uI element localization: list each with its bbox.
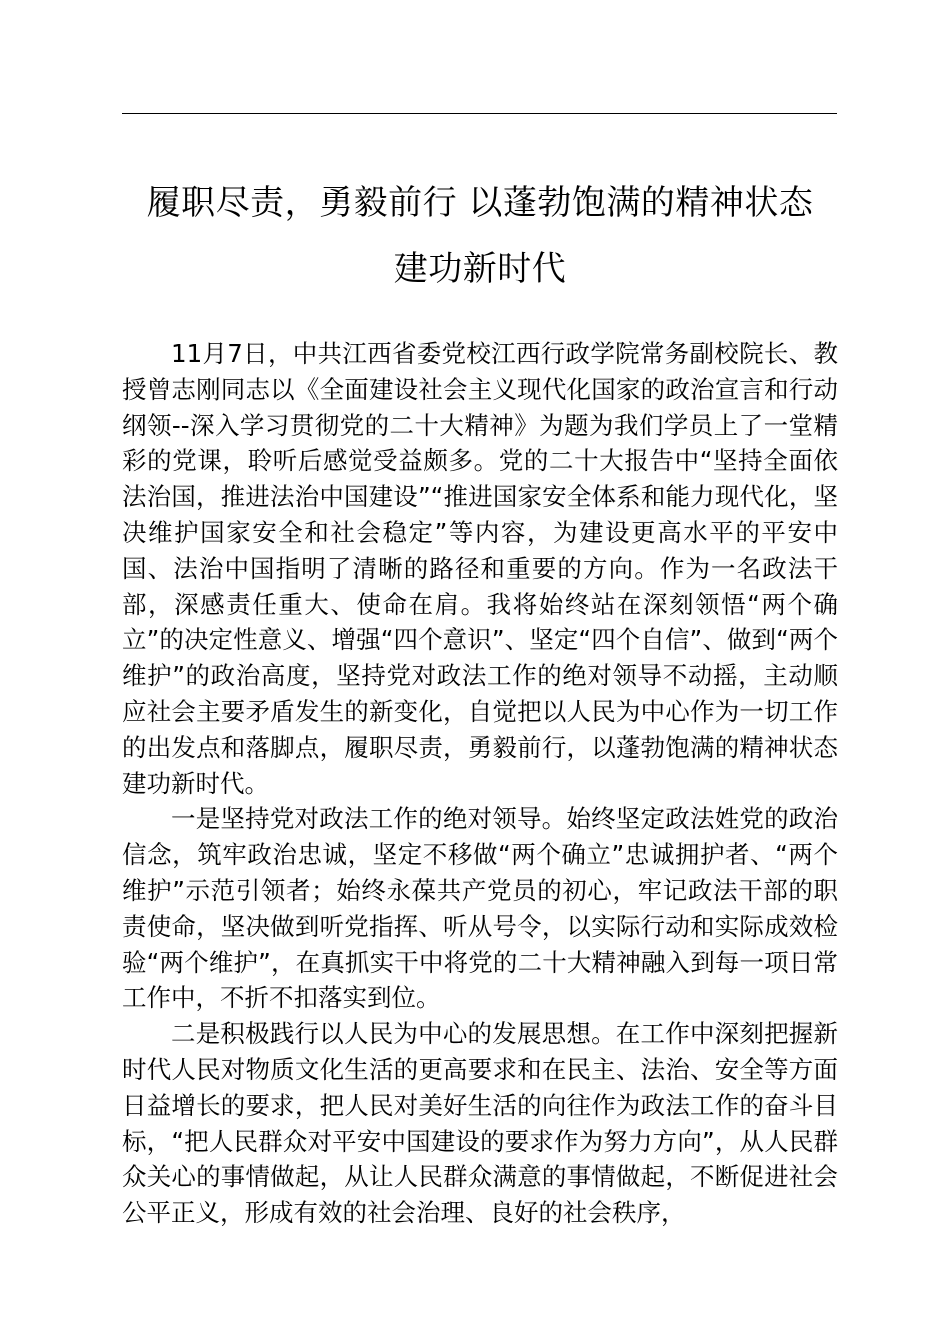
paragraph-point-2: 二是积极践行以人民为中心的发展思想。在工作中深刻把握新时代人民对物质文化生活的更高要求和在民主、法治、安全等方面日益增长的要求，把人民对美好生活的向往作为政法工作的奋斗目标，“把人民群众对平安中国建设的要求作为努力方向”，从人民群众关心的事情做起，从让人民群众满意的事情做起，不断促进社会公平正义，形成有效的社会治理、良好的社会秩序，: [122, 1019, 838, 1228]
title-line-1: 履职尽责，勇毅前行 以蓬勃饱满的精神状态: [146, 183, 814, 223]
document-title: [100, 170, 860, 302]
document-body: [122, 336, 838, 1231]
header-rule: [122, 113, 837, 114]
paragraph-point-1: 一是坚持党对政法工作的绝对领导。始终坚定政法姓党的政治信念，筑牢政治忠诚，坚定不移做“两个确立”忠诚拥护者、“两个维护”示范引领者；始终永葆共产党员的初心，牢记政法干部的职责使命，坚决做到听党指挥、听从号令，以实际行动和实际成效检验“两个维护”，在真抓实干中将党的二十大精神融入到每一项日常工作中，不折不扣落实到位。: [122, 804, 838, 1013]
paragraph-intro: 11月7日，中共江西省委党校江西行政学院常务副校院长、教授曾志刚同志以《全面建设社会主义现代化国家的政治宣言和行动纲领--深入学习贯彻党的二十大精神》为题为我们学员上了一堂精彩的党课，聆听后感觉受益颇多。党的二十大报告中“坚持全面依法治国，推进法治中国建设”“推进国家安全体系和能力现代化，坚决维护国家安全和社会稳定”等内容，为建设更高水平的平安中国、法治中国指明了清晰的路径和重要的方向。作为一名政法干部，深感责任重大、使命在肩。我将始终站在深刻领悟“两个确立”的决定性意义、增强“四个意识”、坚定“四个自信”、做到“两个维护”的政治高度，坚持党对政法工作的绝对领导不动摇，主动顺应社会主要矛盾发生的新变化，自觉把以人民为中心作为一切工作的出发点和落脚点，履职尽责，勇毅前行，以蓬勃饱满的精神状态建功新时代。: [122, 339, 838, 798]
title-line-2: 建功新时代: [393, 249, 567, 289]
